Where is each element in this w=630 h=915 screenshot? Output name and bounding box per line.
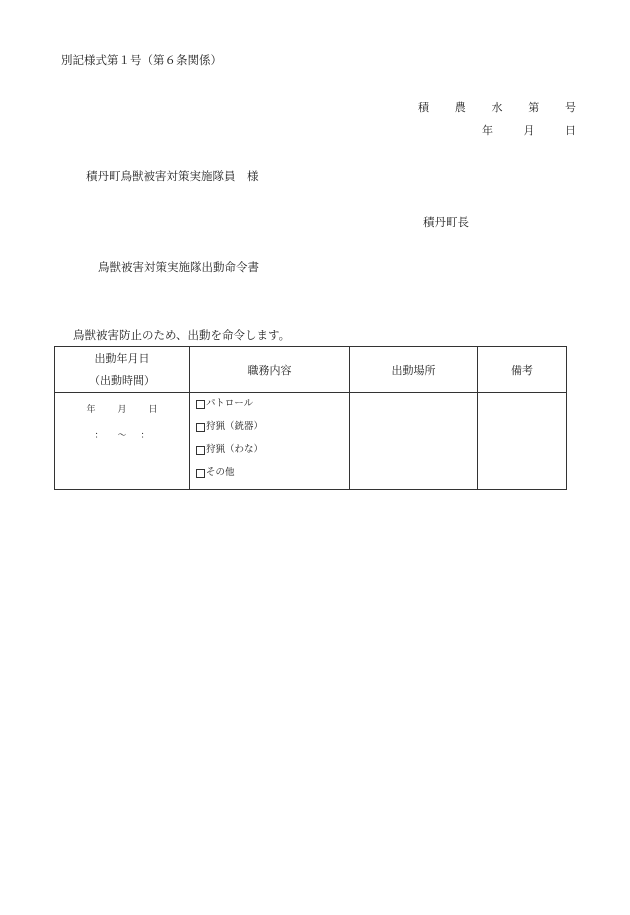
date-part: 月	[523, 124, 535, 137]
document-title: 鳥獣被害対策実施隊出動命令書	[98, 260, 259, 274]
duty-option-label: その他	[206, 467, 235, 478]
duty-options	[196, 397, 349, 489]
table-header-row	[55, 347, 567, 393]
date-month-label: 月	[117, 405, 127, 415]
dispatch-date-cell[interactable]	[55, 393, 190, 490]
remarks-cell[interactable]	[478, 393, 567, 490]
duty-option-hunting-gun[interactable]	[196, 420, 349, 443]
sender: 積丹町長	[423, 215, 469, 229]
addressee: 積丹町鳥獣被害対策実施隊員 様	[86, 169, 259, 183]
ref-part: 第	[528, 101, 540, 114]
date-part: 日	[565, 124, 576, 137]
ref-part: 積	[418, 101, 429, 114]
ref-part: 農	[454, 101, 466, 114]
form-label: 別記様式第１号（第６条関係）	[61, 53, 222, 67]
date-day-label: 日	[148, 405, 158, 415]
date-part: 年	[482, 124, 493, 137]
time-end-colon: ：	[140, 431, 150, 441]
duty-option-label: 狩猟（わな）	[206, 444, 264, 455]
issue-date	[482, 122, 576, 138]
duty-cell	[190, 393, 350, 490]
header-remarks: 備考	[478, 347, 567, 393]
date-year-label: 年	[86, 405, 96, 415]
dispatch-table	[54, 346, 567, 490]
duty-option-patrol[interactable]	[196, 397, 349, 420]
location-cell[interactable]	[350, 393, 478, 490]
time-start-colon: ：	[94, 431, 104, 441]
ref-part: 水	[491, 101, 503, 114]
time-fields	[55, 428, 189, 441]
header-dispatch-date	[55, 347, 190, 393]
header-date-line2: （出動時間）	[89, 373, 155, 387]
header-duty: 職務内容	[190, 347, 350, 393]
checkbox-icon[interactable]	[196, 446, 205, 455]
checkbox-icon[interactable]	[196, 423, 205, 432]
time-range-tilde: ～	[117, 431, 127, 441]
duty-option-hunting-trap[interactable]	[196, 443, 349, 466]
date-fields	[55, 402, 189, 415]
table-row	[55, 393, 567, 490]
duty-option-label: パトロール	[206, 398, 254, 409]
reference-number	[418, 99, 576, 115]
intro-text: 鳥獣被害防止のため、出動を命令します。	[73, 328, 291, 342]
ref-part: 号	[565, 101, 576, 114]
header-date-line1: 出動年月日	[94, 351, 150, 365]
header-location: 出動場所	[350, 347, 478, 393]
duty-option-other[interactable]	[196, 466, 349, 489]
checkbox-icon[interactable]	[196, 400, 205, 409]
checkbox-icon[interactable]	[196, 469, 205, 478]
duty-option-label: 狩猟（銃器）	[206, 421, 264, 432]
